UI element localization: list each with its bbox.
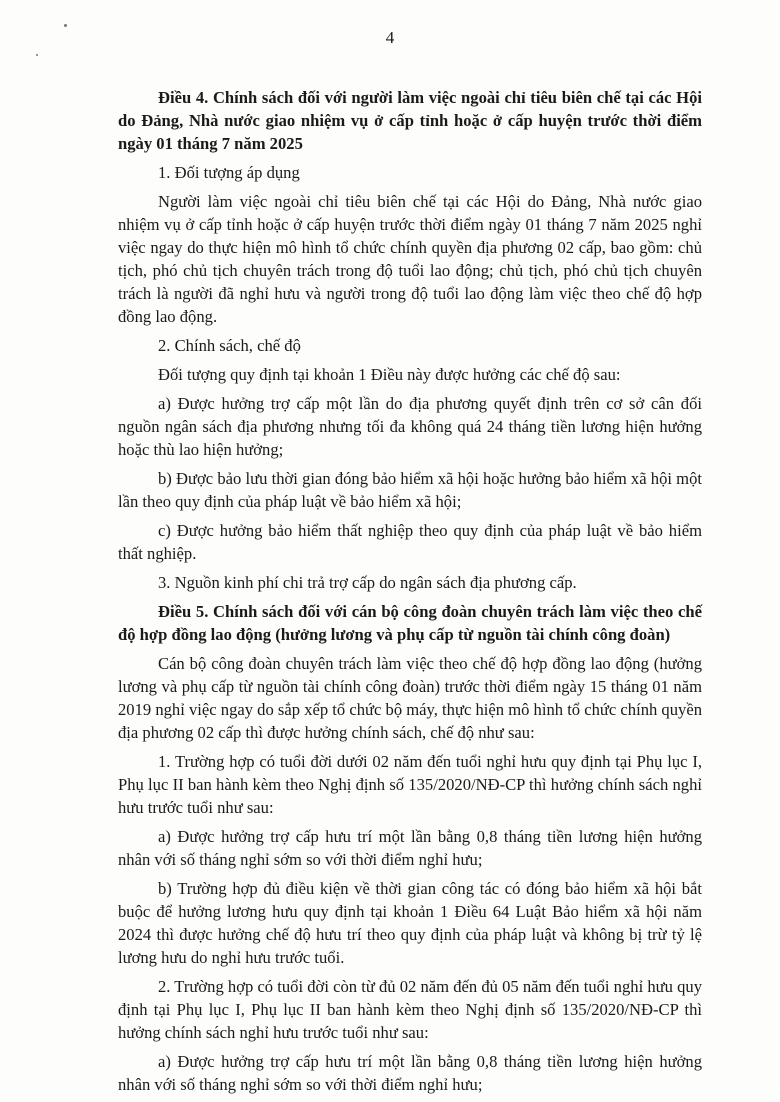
clause-2-point-a: a) Được hưởng trợ cấp một lần do địa phương quyết định trên cơ sở cân đối nguồn ngân sách địa phương nhưng tối đa không quá 24 tháng tiền lương hiện hưởng hoặc thù lao hiện hưởng; [118, 394, 702, 459]
article-5-clause-1-point-b: b) Trường hợp đủ điều kiện về thời gian công tác có đóng bảo hiểm xã hội bắt buộc để hưởng lương hưu quy định tại khoản 1 Điều 64 Luật Bảo hiểm xã hội năm 2024 thì được hưởng chế độ hưu trí theo quy định của pháp luật và không bị trừ tỷ lệ lương hưu do nghỉ hưu trước tuổi. [118, 879, 702, 967]
clause-2-point-c: c) Được hưởng bảo hiểm thất nghiệp theo quy định của pháp luật về bảo hiểm thất nghiệp. [118, 521, 702, 563]
scan-speck [36, 54, 38, 56]
article-5-heading: Điều 5. Chính sách đối với cán bộ công đoàn chuyên trách làm việc theo chế độ hợp đồng lao động (hưởng lương và phụ cấp từ nguồn tài chính công đoàn) [118, 602, 702, 644]
page-number: 4 [385, 28, 395, 47]
article-5-clause-1-point-a: a) Được hưởng trợ cấp hưu trí một lần bằng 0,8 tháng tiền lương hiện hưởng nhân với số tháng nghỉ sớm so với thời điểm nghỉ hưu; [118, 827, 702, 869]
article-5-clause-2: 2. Trường hợp có tuổi đời còn từ đủ 02 năm đến đủ 05 năm đến tuổi nghỉ hưu quy định tại Phụ lục I, Phụ lục II ban hành kèm theo Nghị định số 135/2020/NĐ-CP thì hưởng chính sách nghỉ hưu trước tuổi như sau: [118, 977, 702, 1042]
article-4-heading: Điều 4. Chính sách đối với người làm việc ngoài chỉ tiêu biên chế tại các Hội do Đảng, Nhà nước giao nhiệm vụ ở cấp tỉnh hoặc ở cấp huyện trước thời điểm ngày 01 tháng 7 năm 2025 [118, 88, 702, 153]
scan-speck [64, 24, 67, 27]
article-5-intro: Cán bộ công đoàn chuyên trách làm việc theo chế độ hợp đồng lao động (hưởng lương và phụ cấp từ nguồn tài chính công đoàn) trước thời điểm ngày 15 tháng 01 năm 2019 nghỉ việc ngay do sắp xếp tổ chức bộ máy, thực hiện mô hình tổ chức chính quyền địa phương 02 cấp thì được hưởng chính sách, chế độ như sau: [118, 654, 702, 742]
article-5-clause-1: 1. Trường hợp có tuổi đời dưới 02 năm đến tuổi nghỉ hưu quy định tại Phụ lục I, Phụ lục II ban hành kèm theo Nghị định số 135/2020/NĐ-CP thì hưởng chính sách nghỉ hưu trước tuổi như sau: [118, 752, 702, 817]
clause-1-heading: 1. Đối tượng áp dụng [158, 163, 300, 182]
clause-2-heading: 2. Chính sách, chế độ [158, 336, 301, 355]
clause-2-intro: Đối tượng quy định tại khoản 1 Điều này được hưởng các chế độ sau: [158, 365, 621, 384]
clause-1-text: Người làm việc ngoài chỉ tiêu biên chế tại các Hội do Đảng, Nhà nước giao nhiệm vụ ở cấp tỉnh hoặc ở cấp huyện trước thời điểm ngày 01 tháng 7 năm 2025 nghỉ việc ngay do thực hiện mô hình tổ chức chính quyền địa phương 02 cấp, bao gồm: chủ tịch, phó chủ tịch chuyên trách trong độ tuổi lao động; chủ tịch, phó chủ tịch chuyên trách là người đã nghỉ hưu và người trong độ tuổi lao động làm việc theo chế độ hợp đồng lao động. [118, 192, 702, 326]
clause-3-text: 3. Nguồn kinh phí chi trả trợ cấp do ngân sách địa phương cấp. [158, 573, 577, 592]
article-5-clause-2-point-a: a) Được hưởng trợ cấp hưu trí một lần bằng 0,8 tháng tiền lương hiện hưởng nhân với số tháng nghỉ sớm so với thời điểm nghỉ hưu; [118, 1052, 702, 1094]
clause-2-point-b: b) Được bảo lưu thời gian đóng bảo hiểm xã hội hoặc hưởng bảo hiểm xã hội một lần theo quy định của pháp luật về bảo hiểm xã hội; [118, 469, 702, 511]
document-body [118, 86, 702, 1102]
